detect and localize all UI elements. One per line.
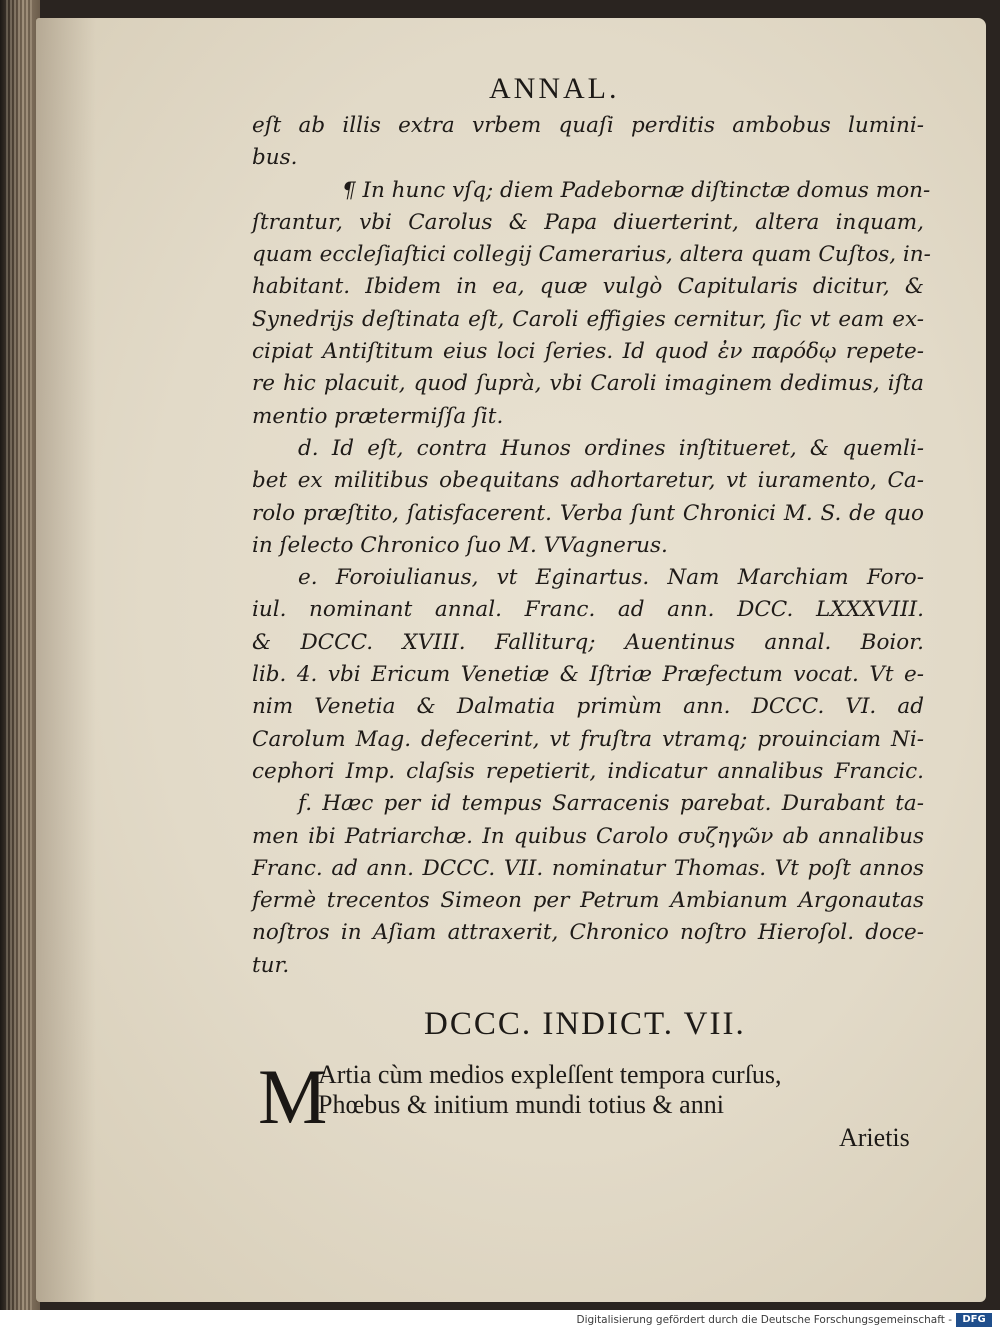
- text-line: e. Foroiulianus, vt Eginartus. Nam Marchiam Foro-: [298, 565, 924, 591]
- drop-cap: M: [258, 1053, 328, 1140]
- text-line: men ibi Patriarchæ. In quibus Carolo συζηγῶν ab annalibus: [252, 823, 924, 849]
- text-line: & DCCC. XVIII. Falliturq; Auentinus annal. Boior.: [252, 629, 924, 655]
- text-line: Carolum Mag. defecerint, vt fruſtra vtramq; prouinciam Ni-: [252, 726, 924, 752]
- text-line: eſt ab illis extra vrbem quaſi perditis ambobus lumini-: [252, 113, 924, 138]
- dfg-logo-icon[interactable]: DFG: [956, 1313, 992, 1327]
- catchword: Arietis: [839, 1123, 910, 1152]
- text-line: iul. nominant annal. Franc. ad ann. DCC. LXXXVIII.: [252, 597, 924, 623]
- text-line: noſtros in Aſiam attraxerit, Chronico noſtro Hieroſol. doce-: [252, 920, 924, 946]
- footer-bar: [0, 1310, 1000, 1331]
- text-line: in ſelecto Chronico ſuo M. VVagnerus.: [252, 532, 668, 558]
- text-line: bus.: [252, 145, 298, 171]
- verse-line: Artia cùm medios expleſſent tempora curſus,: [318, 1060, 782, 1089]
- section-heading: DCCC. INDICT. VII.: [424, 1006, 746, 1042]
- text-line: mentio prætermiſſa ſit.: [252, 403, 504, 429]
- text-line: tur.: [252, 952, 290, 978]
- text-line: habitant. Ibidem in ea, quæ vulgò Capitularis dicitur, &: [252, 274, 924, 300]
- text-line: cephori Imp. claſsis repetierit, indicatur annalibus Francic.: [252, 758, 924, 784]
- text-line: cipiat Antiſtitum eius loci ſeries. Id quod ἐν παρόδῳ repete-: [252, 339, 924, 365]
- text-line: nim Venetia & Dalmatia primùm ann. DCCC. VI. ad: [252, 694, 924, 720]
- verse-line: Phœbus & initium mundi totius & anni: [318, 1090, 724, 1119]
- text-line: bet ex militibus obequitans adhortaretur, vt iuramento, Ca-: [252, 468, 924, 494]
- text-line: ſtrantur, vbi Carolus & Papa diuerterint, altera inquam,: [252, 209, 924, 235]
- text-line: ¶ In hunc vſq; diem Padebornæ diſtinctæ domus mon-: [342, 177, 931, 203]
- text-line: Synedrijs deſtinata eſt, Caroli effigies cernitur, ſic vt eam ex-: [252, 306, 924, 332]
- text-line: Franc. ad ann. DCCC. VII. nominatur Thomas. Vt poſt annos: [252, 855, 924, 881]
- text-line: f. Hæc per id tempus Sarracenis parebat. Durabant ta-: [298, 791, 924, 817]
- text-line: quam eccleſiaſtici collegij Camerarius, altera quam Cuſtos, in-: [252, 242, 931, 268]
- body-text: [252, 110, 931, 982]
- text-line: rolo præſtito, ſatisfacerent. Verba ſunt Chronici M. S. de quo: [252, 500, 924, 526]
- text-line: lib. 4. vbi Ericum Venetiæ & Iſtriæ Præfectum vocat. Vt e-: [252, 662, 924, 688]
- funding-notice: Digitalisierung gefördert durch die Deutsche Forschungsgemeinschaft -: [576, 1314, 952, 1326]
- book-edge: [0, 0, 40, 1310]
- text-line: d. Id eſt, contra Hunos ordines inſtitueret, & quemli-: [298, 435, 924, 461]
- text-line: re hic placuit, quod ſuprà, vbi Caroli imaginem dedimus, iſta: [252, 371, 924, 397]
- running-head: ANNAL.: [489, 72, 620, 105]
- text-line: fermè trecentos Simeon per Petrum Ambianum Argonautas: [252, 888, 924, 914]
